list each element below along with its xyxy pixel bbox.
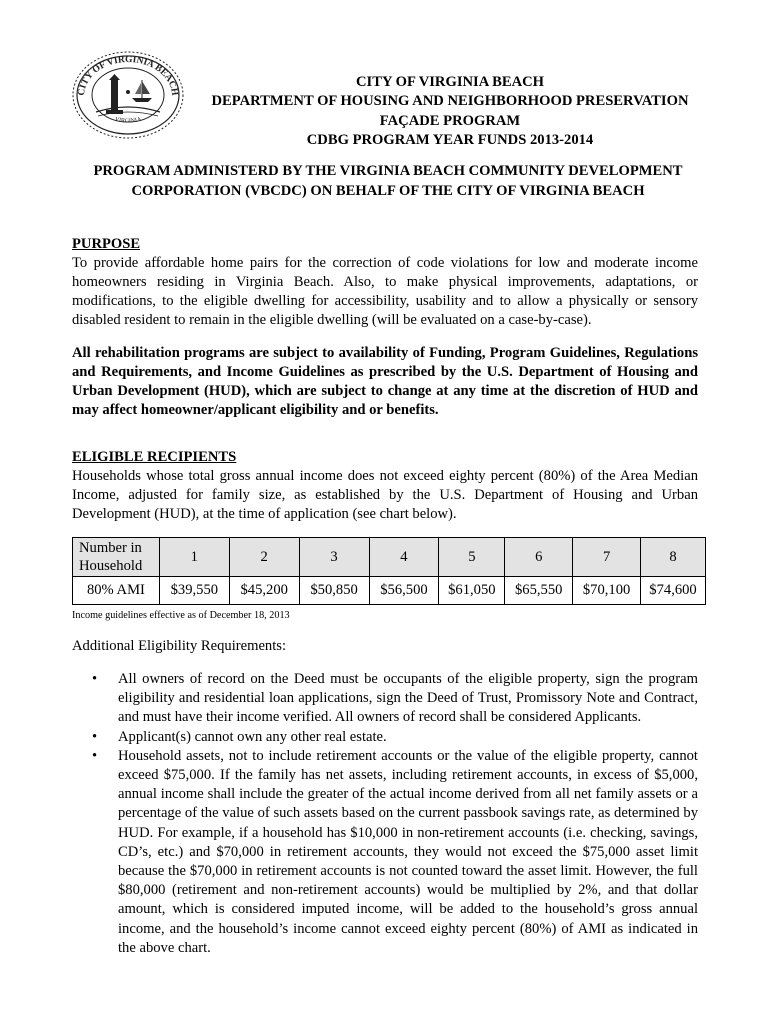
household-size-cell: 8 bbox=[641, 538, 706, 577]
city-seal-icon bbox=[70, 50, 186, 140]
household-size-cell: 6 bbox=[505, 538, 573, 577]
header-city: CITY OF VIRGINIA BEACH bbox=[356, 74, 544, 90]
household-size-row bbox=[73, 538, 706, 577]
household-size-cell: 4 bbox=[369, 538, 439, 577]
administered-line-2: CORPORATION (VBCDC) ON BEHALF OF THE CITY OF VIRGINIA BEACH bbox=[131, 182, 645, 199]
income-limit-cell: $50,850 bbox=[299, 577, 369, 605]
eligible-section bbox=[72, 448, 698, 524]
document-header bbox=[190, 73, 710, 150]
svg-text:VIRGINIA bbox=[114, 116, 143, 124]
seal-top-text: CITY OF VIRGINIA BEACH bbox=[76, 54, 180, 97]
household-size-cell: 7 bbox=[573, 538, 641, 577]
purpose-heading: PURPOSE bbox=[72, 236, 141, 252]
requirement-text: All owners of record on the Deed must be occupants of the eligible property, sign the program eligibility and residential loan applications, sign the Deed of Trust, Promissory Note and Contract, and must have their income verified. All owners of record shall be considered Applicants. bbox=[118, 671, 698, 726]
ami-label-cell: 80% AMI bbox=[73, 577, 160, 605]
seal-bottom-text: VIRGINIA bbox=[113, 116, 143, 125]
income-limit-cell: $45,200 bbox=[229, 577, 299, 605]
household-size-cell: 5 bbox=[439, 538, 505, 577]
income-limit-cell: $70,100 bbox=[573, 577, 641, 605]
household-label-cell bbox=[73, 538, 160, 577]
administered-by bbox=[66, 162, 710, 201]
requirement-text: Applicant(s) cannot own any other real estate. bbox=[118, 728, 387, 745]
household-size-cell: 2 bbox=[229, 538, 299, 577]
purpose-section bbox=[72, 235, 698, 330]
list-item bbox=[72, 670, 698, 728]
bullet-icon: • bbox=[92, 671, 98, 687]
household-label-a: Number in bbox=[79, 540, 142, 556]
header-funds: CDBG PROGRAM YEAR FUNDS 2013-2014 bbox=[306, 131, 594, 148]
income-limit-cell: $61,050 bbox=[439, 577, 505, 605]
eligible-heading: ELIGIBLE RECIPIENTS bbox=[72, 449, 237, 465]
bullet-icon: • bbox=[92, 728, 98, 745]
purpose-text: To provide affordable home pairs for the correction of code violations for low and moderate income homeowners residing in Virginia Beach. Also, to make physical improvements, adaptations, or modifications, to the eligible dwelling for accessibility, usability and to allow a physically or sensory disabled resident to remain in the eligible dwelling (will be evaluated on a case-by-case). bbox=[72, 255, 698, 329]
header-department: DEPARTMENT OF HOUSING AND NEIGHBORHOOD PRESERVATION bbox=[211, 93, 689, 110]
header-program: FAÇADE PROGRAM bbox=[379, 112, 521, 129]
administered-line-1: PROGRAM ADMINISTERD BY THE VIRGINIA BEACH COMMUNITY DEVELOPMENT bbox=[93, 163, 683, 179]
requirement-text: Household assets, not to include retirement accounts or the value of the eligible property, cannot exceed $75,000. If the family has net assets, including retirement accounts, in excess of $5,000, annual income shall include the greater of the actual income derived from all net family assets or a percentage of the value of such assets based on the current passbook savings rate, as determined by HUD. For example, if a household has $10,000 in non-retirement accounts (i.e. checking, savings, CD’s, etc.) and $70,000 in retirement accounts, they would not exceed the $75,000 asset limit because the $70,000 in retirement accounts is not counted toward the asset limit. However, the full $80,000 (retirement and non-retirement accounts) would be multiplied by 2%, and that dollar amount, which is considered imputed income, will be added to the household’s gross annual income, and the household’s income cannot exceed eighty percent (80%) of AMI as indicated in the above chart. bbox=[118, 747, 698, 956]
income-guideline-note: Income guidelines effective as of December 18, 2013 bbox=[72, 610, 290, 621]
list-item bbox=[72, 728, 698, 747]
income-table bbox=[72, 537, 706, 605]
eligible-text: Households whose total gross annual income does not exceed eighty percent (80%) of the Area Median Income, adjusted for family size, as established by the U.S. Department of Housing and Urban Development (HUD), at the time of application (see chart below). bbox=[72, 468, 698, 523]
bullet-icon: • bbox=[92, 747, 98, 764]
program-notice: All rehabilitation programs are subject to availability of Funding, Program Guidelines, Regulations and Requirements, and Income Guidelines as prescribed by the U.S. Department of Housing and Urban Development (HUD), which are subject to change at any time at the discretion of HUD and may affect homeowner/applicant eligibility and or benefits. bbox=[72, 345, 698, 419]
additional-requirements-heading: Additional Eligibility Requirements: bbox=[72, 638, 287, 654]
income-limit-cell: $56,500 bbox=[369, 577, 439, 605]
list-item bbox=[72, 747, 698, 958]
income-limit-cell: $39,550 bbox=[159, 577, 229, 605]
household-size-cell: 3 bbox=[299, 538, 369, 577]
household-size-cell: 1 bbox=[159, 538, 229, 577]
income-limit-cell: $65,550 bbox=[505, 577, 573, 605]
income-limit-cell: $74,600 bbox=[641, 577, 706, 605]
household-label-b: Household bbox=[79, 558, 143, 574]
income-limit-row bbox=[73, 577, 706, 605]
requirements-list bbox=[72, 670, 698, 958]
